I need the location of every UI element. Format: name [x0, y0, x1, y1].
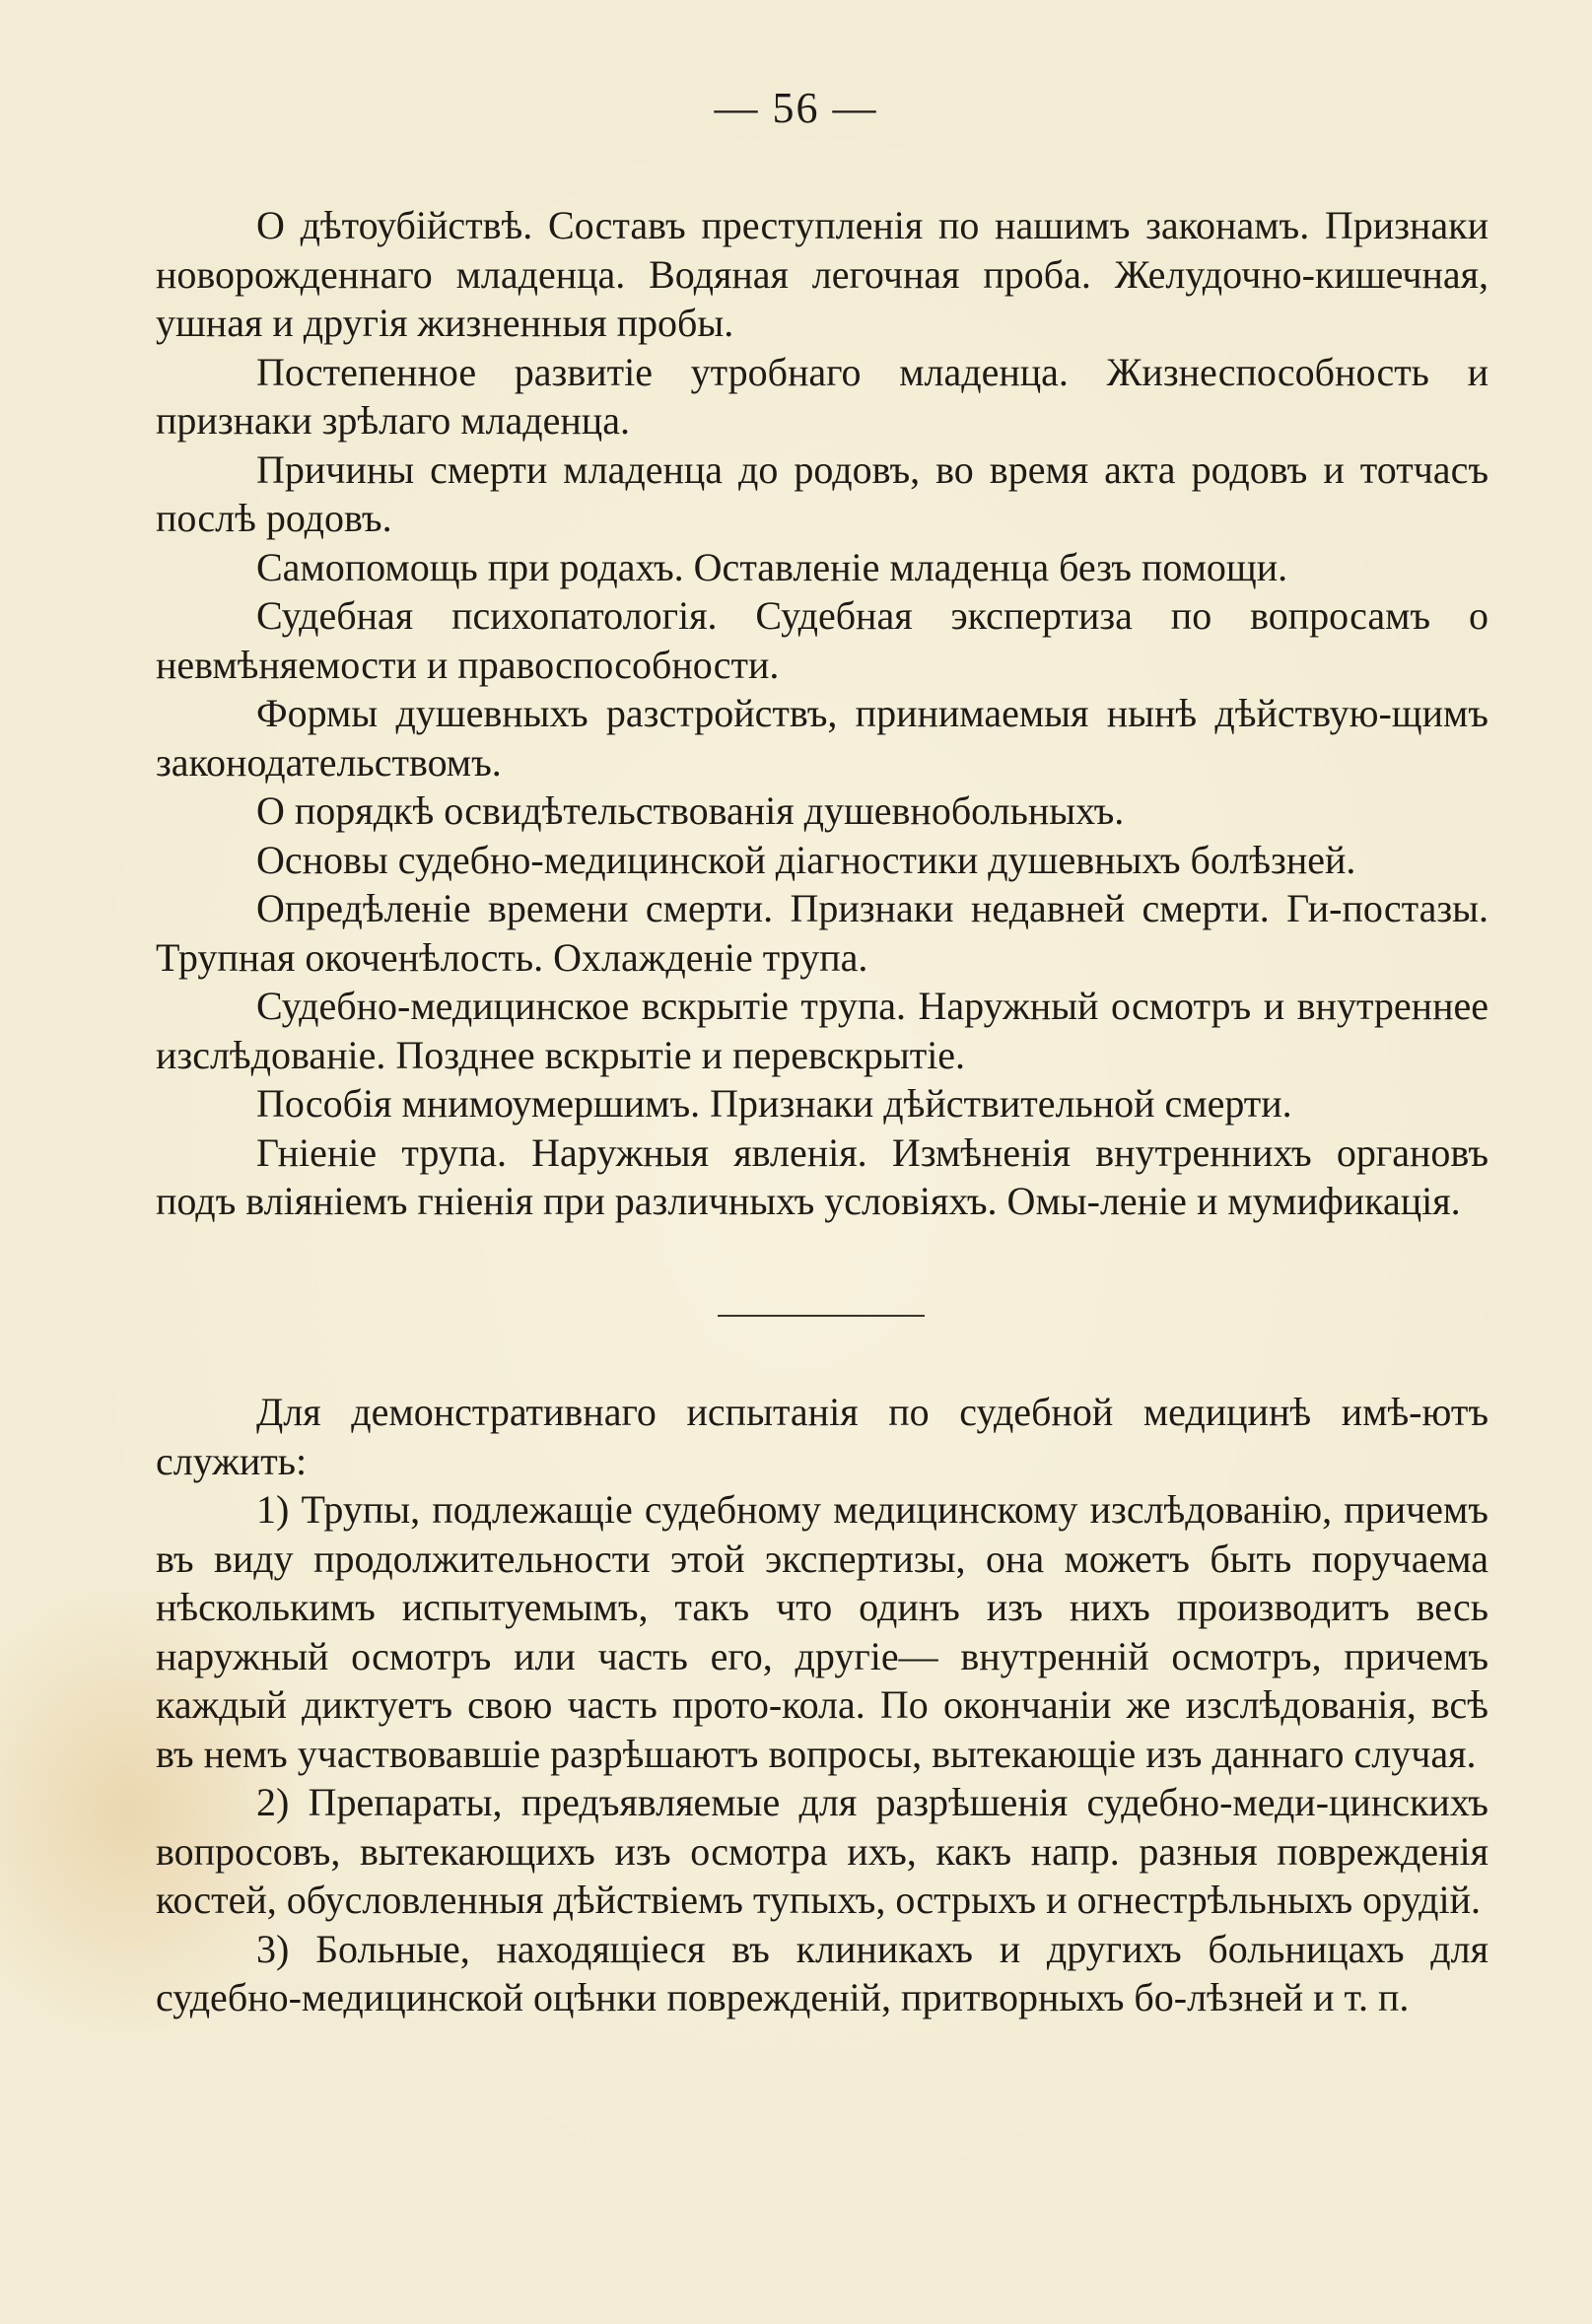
paragraph: Гніеніе трупа. Наружныя явленія. Измѣненія внутреннихъ органовъ подъ вліяніемъ гніенія при различныхъ условіяхъ. Омы-леніе и мумификація.: [156, 1129, 1488, 1223]
paragraph: О порядкѣ освидѣтельствованія душевнобольныхъ.: [256, 788, 1125, 833]
paragraph: 2) Препараты, предъявляемые для разрѣшенія судебно-меди-цинскихъ вопросовъ, вытекающихъ изъ осмотра ихъ, какъ напр. разныя поврежденія костей, обусловленныя дѣйствіемъ тупыхъ, острыхъ и огнестрѣльныхъ орудій.: [156, 1780, 1488, 1922]
page-number: — 56 —: [714, 84, 878, 132]
paragraph: О дѣтоубійствѣ. Составъ преступленія по нашимъ законамъ. Признаки новорожденнаго младенца. Водяная легочная проба. Желудочно-кишечная, ушная и другія жизненныя пробы.: [156, 203, 1488, 345]
paragraph: 1) Трупы, подлежащіе судебному медицинскому изслѣдованію, причемъ въ виду продолжительности этой экспертизы, она можетъ быть поручаема нѣсколькимъ испытуемымъ, такъ что одинъ изъ нихъ производитъ весь наружный осмотръ или часть его, другіе— внутренній осмотръ, причемъ каждый диктуетъ свою часть прото-кола. По окончаніи же изслѣдованія, всѣ въ немъ участвовавшіе разрѣшаютъ вопросы, вытекающіе изъ даннаго случая.: [156, 1487, 1488, 1776]
paragraph: 3) Больные, находящіеся въ клиникахъ и другихъ больницахъ для судебно-медицинской оцѣнки поврежденій, притворныхъ бо-лѣзней и т. п.: [156, 1926, 1488, 2019]
paragraph: Для демонстративнаго испытанія по судебной медицинѣ имѣ-ютъ служить:: [156, 1390, 1488, 1483]
section-demonstration-exam: [156, 1388, 1488, 2022]
paragraph: Самопомощь при родахъ. Оставленіе младенца безъ помощи.: [256, 544, 1288, 589]
paragraph: Основы судебно-медицинской діагностики душевныхъ болѣзней.: [256, 837, 1356, 882]
section-examination-topics: [156, 201, 1488, 1226]
paragraph: Пособія мнимоумершимъ. Признаки дѣйствительной смерти.: [256, 1081, 1292, 1126]
paragraph: Опредѣленіе времени смерти. Признаки недавней смерти. Ги-постазы. Трупная окоченѣлость. Охлажденіе трупа.: [156, 886, 1488, 980]
paragraph: Судебная психопатологія. Судебная экспертиза по вопросамъ о невмѣняемости и правоспособности.: [156, 593, 1488, 687]
section-divider: [718, 1315, 925, 1317]
paragraph: Причины смерти младенца до родовъ, во время акта родовъ и тотчасъ послѣ родовъ.: [156, 446, 1488, 540]
paragraph: Постепенное развитіе утробнаго младенца. Жизнеспособность и признаки зрѣлаго младенца.: [156, 349, 1488, 443]
paragraph: Формы душевныхъ разстройствъ, принимаемыя нынѣ дѣйствую-щимъ законодательствомъ.: [156, 691, 1488, 785]
paragraph: Судебно-медицинское вскрытіе трупа. Наружный осмотръ и внутреннее изслѣдованіе. Позднее вскрытіе и перевскрытіе.: [156, 984, 1488, 1077]
